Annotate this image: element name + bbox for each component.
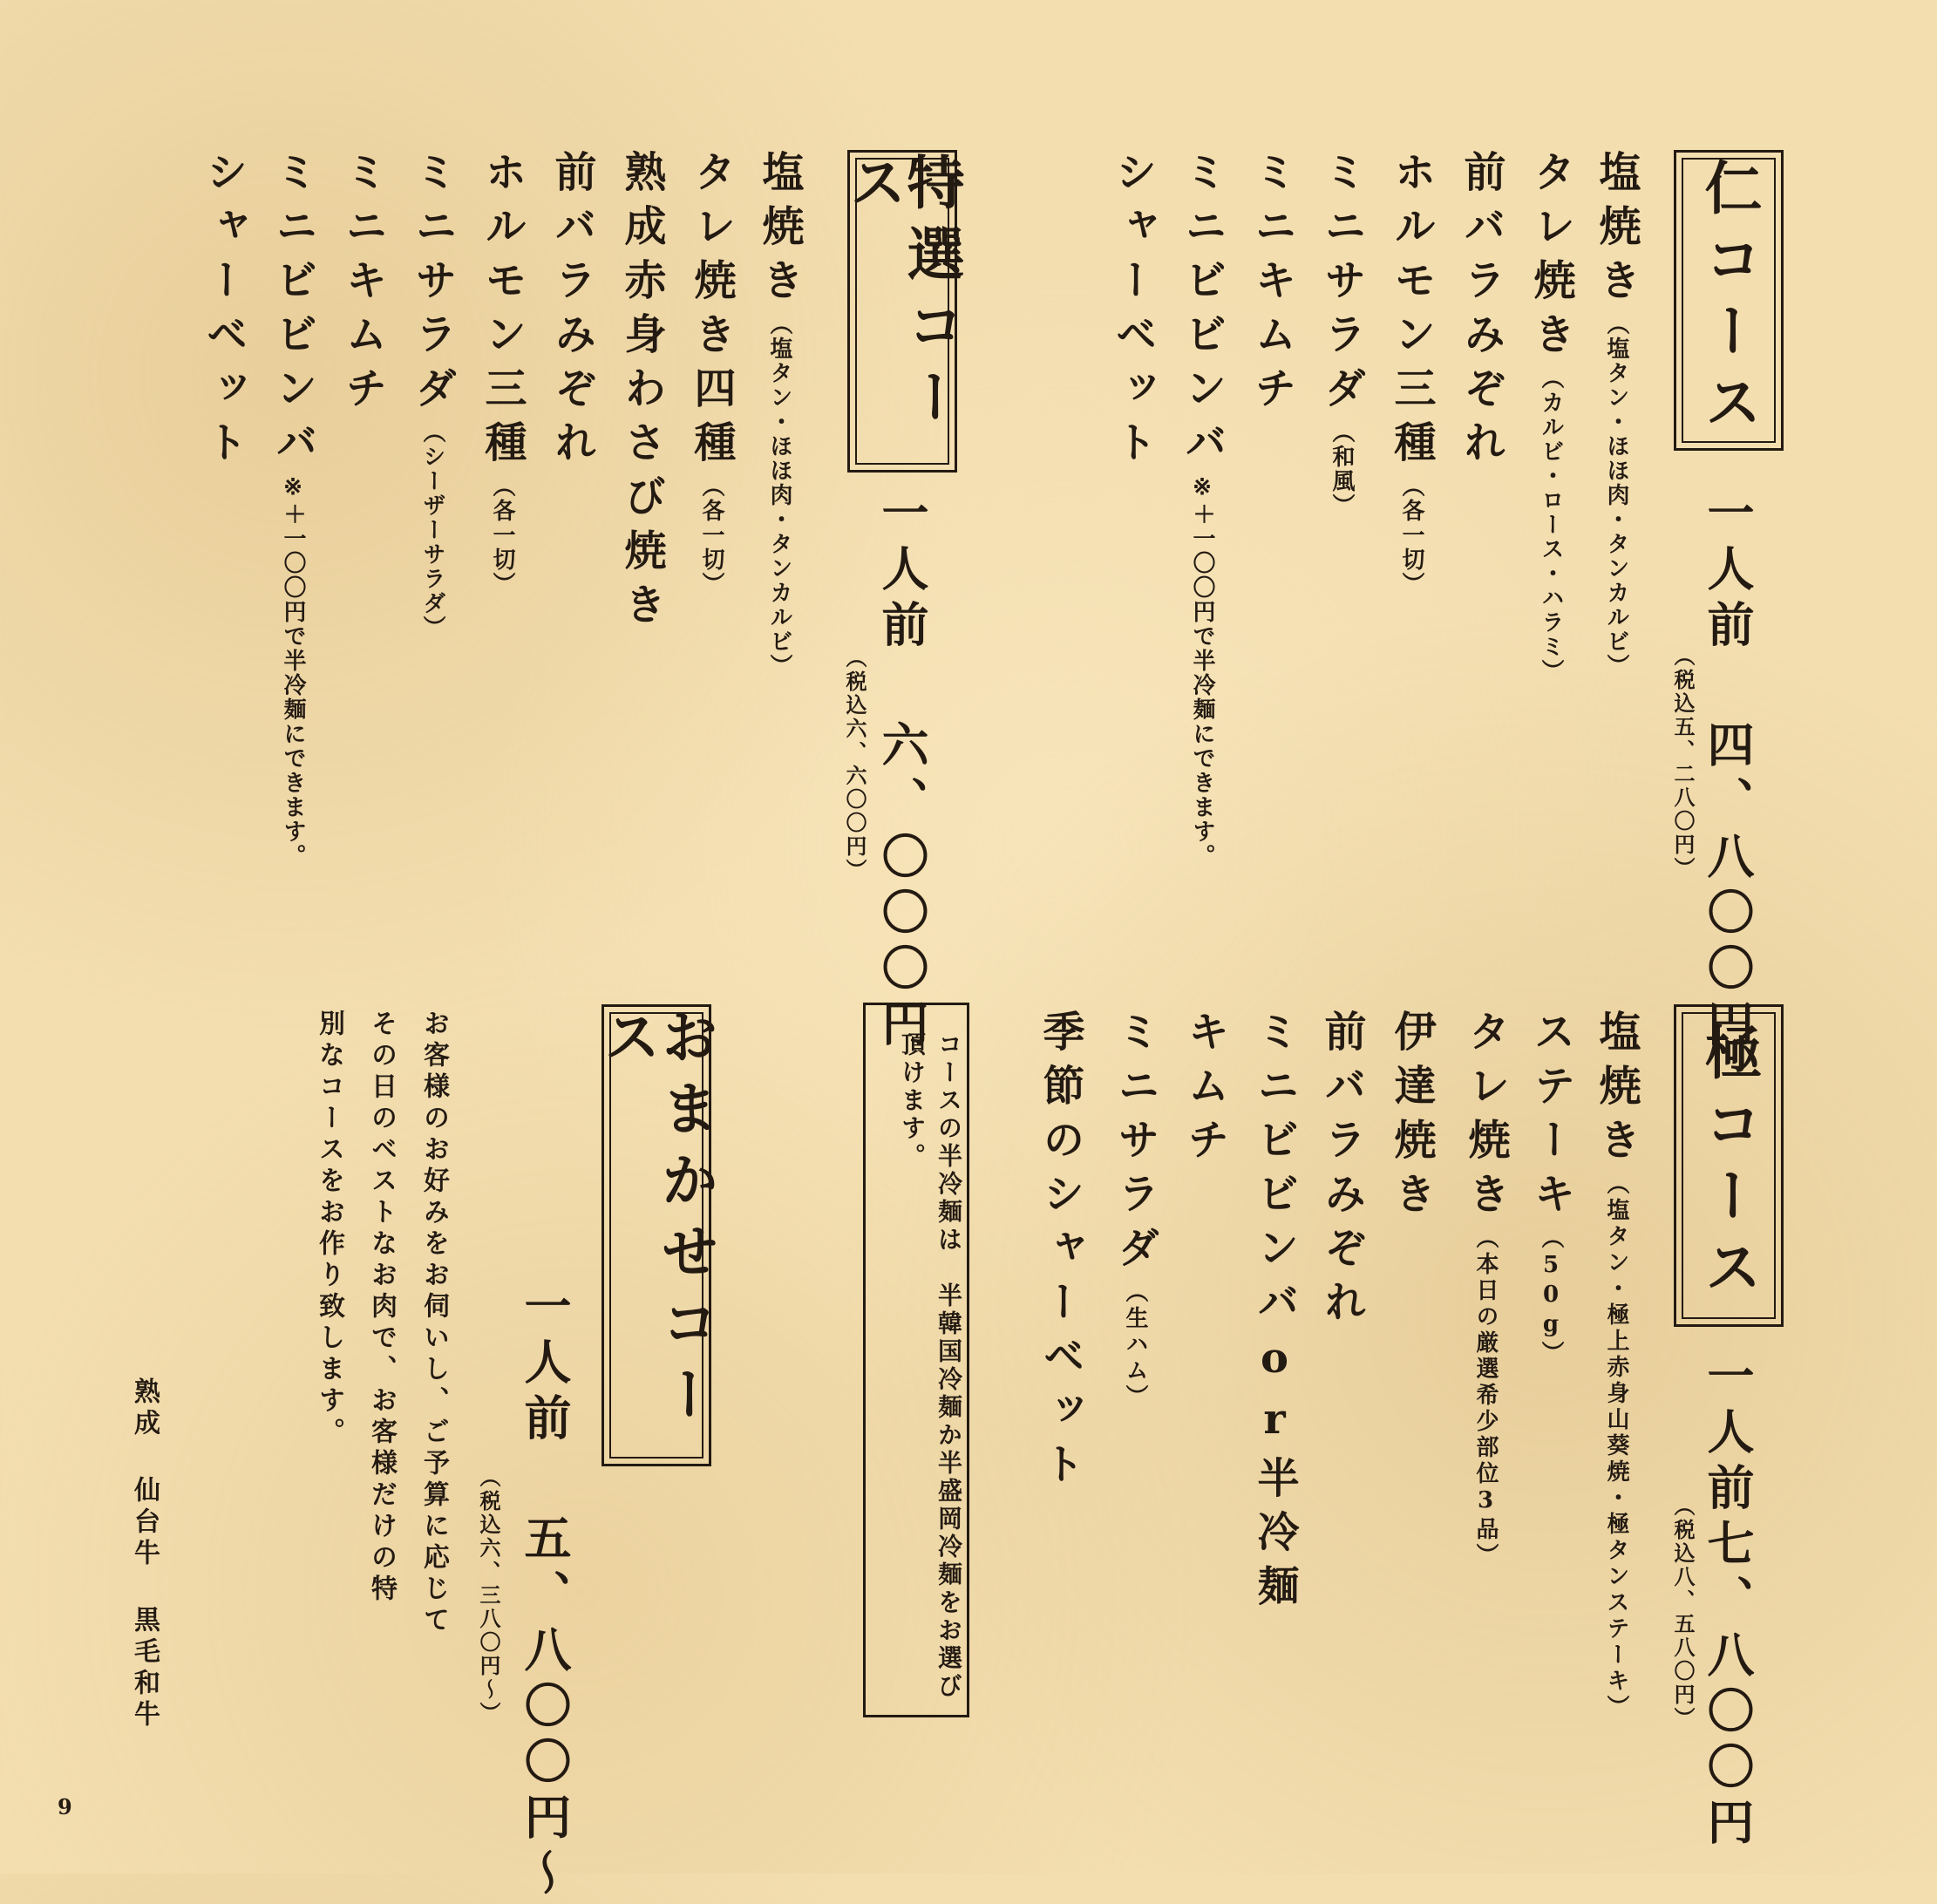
page-number: 9	[58, 1794, 72, 1819]
jin-item: ミニサラダ（和風）	[1317, 150, 1366, 518]
kiwami-item: キムチ	[1180, 1010, 1229, 1172]
tokusen-item: シャーベット	[199, 150, 248, 474]
jin-item: ミニキムチ	[1247, 150, 1296, 420]
kiwami-item: ステーキ（50g）	[1526, 1010, 1575, 1367]
jin-course-price: 一人前 四、八〇〇円	[1700, 488, 1756, 1055]
kiwami-item: ミニビビンバor半冷麺	[1250, 1010, 1299, 1618]
brand-label: 熟成 仙台牛 黒毛和牛	[129, 1377, 160, 1731]
omakase-description-line: その日のベストなお肉で、お客様だけの特	[366, 1010, 397, 1606]
kiwami-course-tax: （税込八、五八〇円）	[1670, 1495, 1696, 1731]
jin-item: ミニビビンバ※＋一〇〇円で半冷麺にできます。	[1178, 150, 1227, 868]
jin-course-tax: （税込五、二八〇円）	[1670, 645, 1696, 881]
kiwami-item: 伊達焼き	[1387, 1010, 1436, 1226]
omakase-course-title: おまかせコース	[594, 1007, 719, 1436]
tokusen-course-price: 一人前 六、〇〇〇円	[874, 488, 930, 1055]
kiwami-item: ミニサラダ（生ハム）	[1111, 1010, 1159, 1411]
kiwami-course-price: 一人前七、八〇〇円	[1700, 1351, 1756, 1853]
noodle-note: コースの半冷麺は 半韓国冷麺か半盛岡冷麺をお選び頂けます。	[898, 1031, 963, 1701]
jin-item: 塩焼き（塩タン・ほほ肉・タンカルビ）	[1592, 150, 1641, 678]
tokusen-course-tax: （税込六、六〇〇円）	[842, 647, 867, 882]
kiwami-item: 季節のシャーベット	[1036, 1010, 1084, 1496]
jin-item: シャーベット	[1108, 150, 1157, 474]
noodle-note-box	[863, 1003, 969, 1717]
kiwami-item: 塩焼き（塩タン・極上赤身山葵焼・極タンステーキ）	[1592, 1010, 1641, 1721]
tokusen-item: ホルモン三種（各一切）	[478, 150, 527, 596]
omakase-course-tax: （税込六、三八〇円～）	[476, 1466, 501, 1725]
jin-item: ホルモン三種（各一切）	[1387, 150, 1436, 596]
tokusen-item: ミニサラダ（シーザーサラダ）	[408, 150, 457, 640]
jin-course-title: 仁コース	[1695, 157, 1763, 444]
kiwami-course-title: 極コース	[1695, 1023, 1763, 1309]
omakase-course-title-box	[594, 1004, 719, 1466]
tokusen-item: 前バラみぞれ	[547, 150, 596, 474]
kiwami-item: タレ焼き（本日の厳選希少部位3品）	[1461, 1010, 1510, 1569]
tokusen-item: ミニビビンバ※＋一〇〇円で半冷麺にできます。	[268, 150, 317, 868]
tokusen-course-title-box	[839, 150, 965, 473]
jin-item: タレ焼き（カルビ・ロース・ハラミ）	[1526, 150, 1575, 683]
tokusen-course-title: 特選コース	[839, 153, 965, 439]
omakase-description-line: 別なコースをお作り致します。	[314, 1010, 344, 1449]
tokusen-item: 熟成赤身わさび焼き	[617, 150, 666, 636]
tokusen-item: 塩焼き（塩タン・ほほ肉・タンカルビ）	[755, 150, 804, 678]
omakase-course-price: 一人前 五、八〇〇円～	[517, 1282, 573, 1904]
tokusen-item: タレ焼き四種（各一切）	[687, 150, 736, 596]
kiwami-item: 前バラみぞれ	[1317, 1010, 1366, 1334]
tokusen-item: ミニキムチ	[338, 150, 387, 420]
omakase-description-line: お客様のお好みをお伺いし、ご予算に応じて	[418, 1010, 449, 1637]
jin-item: 前バラみぞれ	[1457, 150, 1505, 474]
kiwami-course-title-box	[1674, 1004, 1784, 1327]
jin-course-title-box	[1674, 150, 1784, 451]
